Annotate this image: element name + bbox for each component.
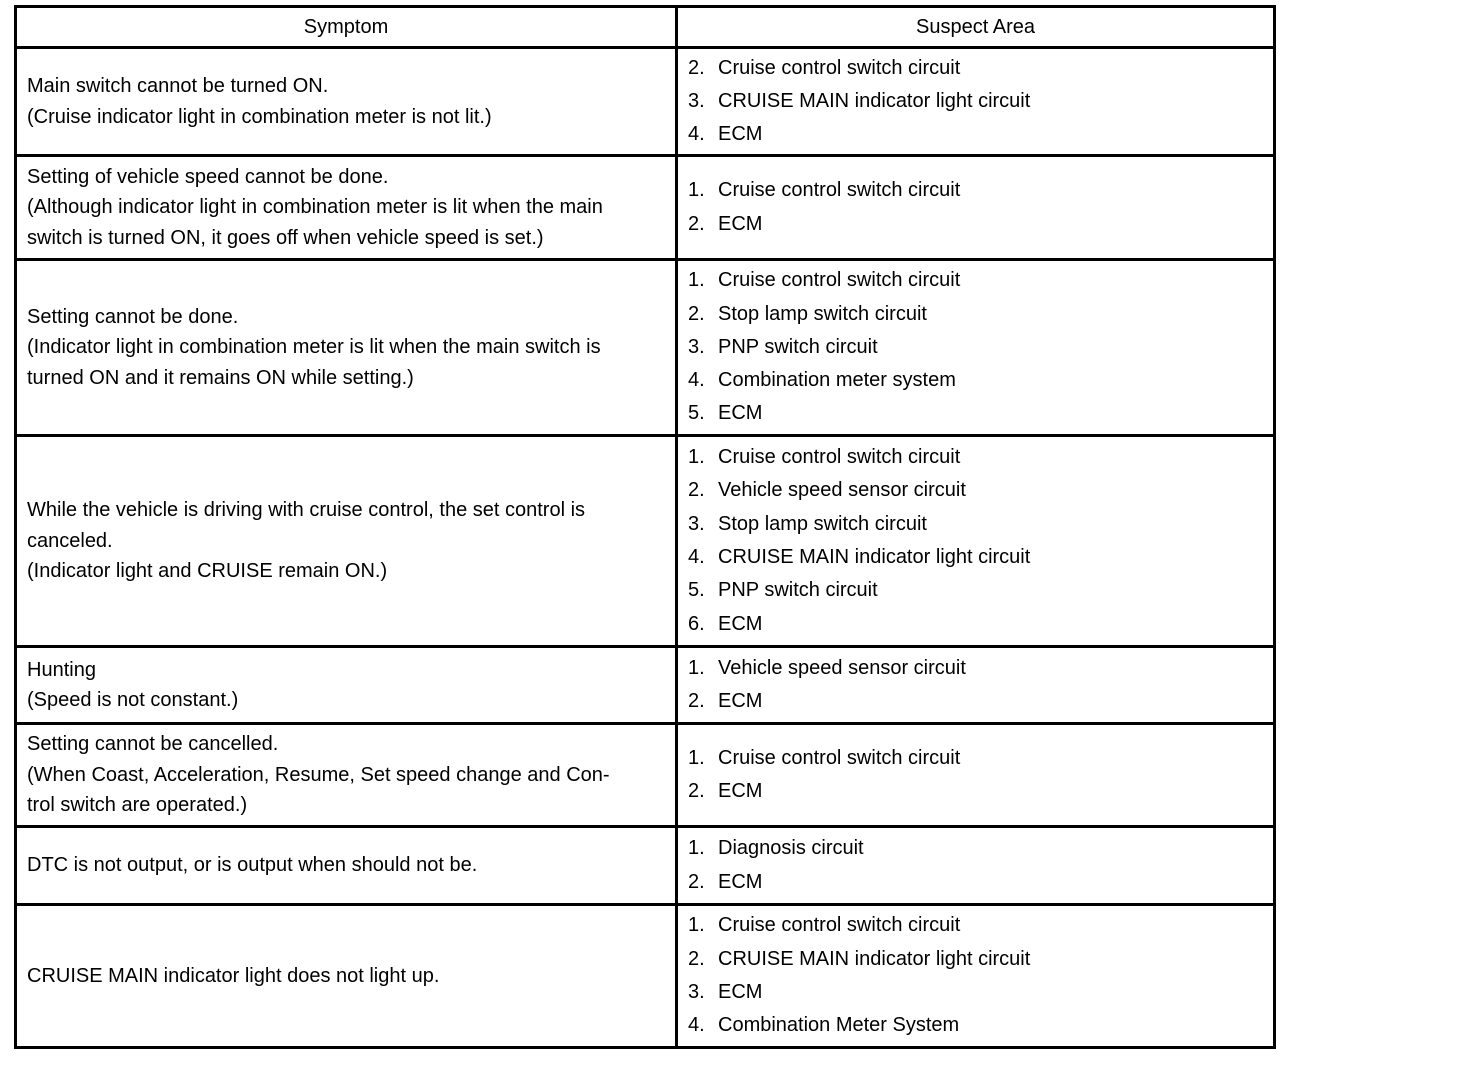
table-body (16, 48, 1275, 1048)
suspect-area-item (688, 976, 1263, 1009)
suspect-item-text: Cruise control switch circuit (718, 914, 961, 937)
suspect-area-item (688, 866, 1263, 899)
symptom-text-line: trol switch are operated.) (27, 794, 248, 817)
symptom-text-line: (Although indicator light in combination meter is lit when the main (27, 196, 603, 219)
symptom-text-line: While the vehicle is driving with cruise control, the set control is (27, 499, 586, 522)
suspect-area-item (688, 174, 1263, 207)
symptom-text-line: (Speed is not constant.) (27, 689, 239, 711)
suspect-item-text: PNP switch circuit (718, 335, 878, 358)
suspect-item-text: Stop lamp switch circuit (718, 302, 927, 325)
suspect-area-list (688, 174, 1263, 241)
suspect-item-text: ECM (718, 612, 763, 635)
suspect-area-cell (677, 260, 1275, 436)
symptom-text-line: Setting of vehicle speed cannot be done. (27, 165, 389, 188)
suspect-item-number: 1. (688, 746, 705, 769)
suspect-item-number: 2. (688, 870, 705, 893)
suspect-item-text: Vehicle speed sensor circuit (718, 479, 966, 502)
symptom-text-line: (When Coast, Acceleration, Resume, Set speed change and Con- (27, 763, 610, 786)
suspect-item-number: 2. (688, 302, 705, 325)
suspect-area-item (688, 85, 1263, 118)
table-row (16, 260, 1275, 436)
suspect-item-number: 4. (688, 546, 705, 568)
suspect-area-item (688, 331, 1263, 364)
suspect-item-number: 2. (688, 947, 705, 970)
suspect-area-list (688, 652, 1263, 719)
suspect-area-item (688, 441, 1263, 474)
suspect-area-item (688, 52, 1263, 85)
suspect-item-text: ECM (718, 981, 763, 1003)
symptom-text-line: (Indicator light and CRUISE remain ON.) (27, 560, 388, 583)
suspect-item-text: PNP switch circuit (718, 579, 878, 602)
suspect-area-item (688, 1009, 1263, 1042)
suspect-area-item (688, 832, 1263, 865)
suspect-area-item (688, 574, 1263, 607)
symptom-cell (16, 260, 677, 436)
suspect-area-item (688, 208, 1263, 241)
suspect-item-text: Cruise control switch circuit (718, 56, 961, 79)
symptom-text-line: DTC is not output, or is output when should not be. (27, 854, 478, 877)
suspect-area-cell (677, 724, 1275, 827)
suspect-item-number: 3. (688, 512, 705, 535)
suspect-item-number: 4. (688, 369, 705, 392)
symptom-cell (16, 905, 677, 1048)
suspect-area-cell (677, 827, 1275, 905)
suspect-item-number: 2. (688, 479, 705, 502)
suspect-item-number: 2. (688, 690, 705, 712)
suspect-area-item (688, 264, 1263, 297)
symptom-text-line: (Indicator light in combination meter is lit when the main switch is (27, 336, 601, 359)
suspect-area-item (688, 298, 1263, 331)
suspect-item-text: CRUISE MAIN indicator light circuit (718, 546, 1031, 568)
suspect-item-number: 2. (688, 212, 705, 235)
suspect-item-text: Cruise control switch circuit (718, 746, 961, 769)
suspect-item-text: ECM (718, 870, 763, 893)
suspect-area-list (688, 832, 1263, 899)
symptom-text-line: turned ON and it remains ON while setting.) (27, 366, 414, 389)
suspect-item-number: 4. (688, 123, 705, 146)
suspect-item-text: Cruise control switch circuit (718, 446, 961, 469)
suspect-item-text: Cruise control switch circuit (718, 179, 961, 202)
suspect-area-item (688, 608, 1263, 641)
suspect-area-item (688, 742, 1263, 775)
suspect-area-list (688, 52, 1263, 152)
suspect-area-cell (677, 436, 1275, 647)
suspect-area-item (688, 541, 1263, 574)
suspect-item-number: 1. (688, 269, 705, 292)
table-row (16, 436, 1275, 647)
symptom-text-line: Setting cannot be done. (27, 305, 239, 328)
suspect-item-number: 5. (688, 579, 705, 602)
symptom-cell (16, 647, 677, 724)
table-row (16, 647, 1275, 724)
suspect-item-text: ECM (718, 123, 763, 146)
symptom-table (14, 5, 1276, 1049)
symptom-text-line: (Cruise indicator light in combination meter is not lit.) (27, 105, 492, 128)
table-row (16, 827, 1275, 905)
symptom-text-line: Hunting (27, 658, 96, 681)
suspect-item-text: Stop lamp switch circuit (718, 512, 927, 535)
symptom-text-line: Setting cannot be cancelled. (27, 733, 279, 756)
table-row (16, 156, 1275, 260)
suspect-item-number: 1. (688, 914, 705, 937)
suspect-item-text: Combination Meter System (718, 1014, 960, 1037)
suspect-item-number: 2. (688, 780, 705, 802)
symptom-text-line: CRUISE MAIN indicator light does not light up. (27, 964, 440, 987)
suspect-item-text: Vehicle speed sensor circuit (718, 656, 966, 679)
suspect-area-cell (677, 905, 1275, 1048)
suspect-area-list (688, 742, 1263, 809)
symptom-cell (16, 156, 677, 260)
suspect-item-number: 1. (688, 179, 705, 202)
suspect-area-item (688, 508, 1263, 541)
suspect-area-item (688, 364, 1263, 397)
suspect-area-item (688, 909, 1263, 942)
suspect-area-list (688, 909, 1263, 1042)
suspect-item-number: 3. (688, 89, 705, 112)
suspect-item-number: 1. (688, 446, 705, 469)
suspect-area-cell (677, 156, 1275, 260)
suspect-item-number: 6. (688, 612, 705, 635)
suspect-item-text: CRUISE MAIN indicator light circuit (718, 89, 1031, 112)
suspect-area-column-header: Suspect Area (677, 7, 1275, 48)
suspect-item-text: ECM (718, 402, 763, 425)
suspect-item-text: ECM (718, 780, 763, 802)
suspect-item-number: 1. (688, 656, 705, 679)
symptom-text-line: switch is turned ON, it goes off when vehicle speed is set.) (27, 226, 544, 249)
suspect-area-list (688, 441, 1263, 641)
symptom-cell (16, 48, 677, 156)
symptom-cell (16, 827, 677, 905)
table-row (16, 48, 1275, 156)
suspect-item-number: 3. (688, 335, 705, 358)
suspect-item-number: 5. (688, 402, 705, 425)
suspect-item-text: Combination meter system (718, 369, 956, 392)
suspect-area-item (688, 397, 1263, 430)
suspect-area-item (688, 118, 1263, 151)
suspect-item-number: 4. (688, 1014, 705, 1037)
symptom-text-line: Main switch cannot be turned ON. (27, 75, 329, 97)
suspect-item-number: 2. (688, 56, 705, 79)
suspect-item-text: Cruise control switch circuit (718, 269, 961, 292)
suspect-area-cell (677, 48, 1275, 156)
table-row (16, 724, 1275, 827)
symptom-cell (16, 436, 677, 647)
symptom-column-header: Symptom (16, 7, 677, 48)
suspect-area-cell (677, 647, 1275, 724)
table-header-row (16, 7, 1275, 48)
suspect-area-item (688, 775, 1263, 808)
suspect-area-item (688, 474, 1263, 507)
suspect-item-text: ECM (718, 690, 763, 712)
symptom-cell (16, 724, 677, 827)
suspect-item-text: ECM (718, 212, 763, 235)
suspect-item-number: 3. (688, 981, 705, 1003)
symptom-text-line: canceled. (27, 529, 113, 552)
suspect-item-text: Diagnosis circuit (718, 837, 864, 860)
suspect-item-number: 1. (688, 837, 705, 860)
table-row (16, 905, 1275, 1048)
suspect-area-item (688, 943, 1263, 976)
suspect-area-item (688, 652, 1263, 685)
suspect-area-item (688, 685, 1263, 718)
suspect-item-text: CRUISE MAIN indicator light circuit (718, 947, 1031, 970)
suspect-area-list (688, 264, 1263, 430)
